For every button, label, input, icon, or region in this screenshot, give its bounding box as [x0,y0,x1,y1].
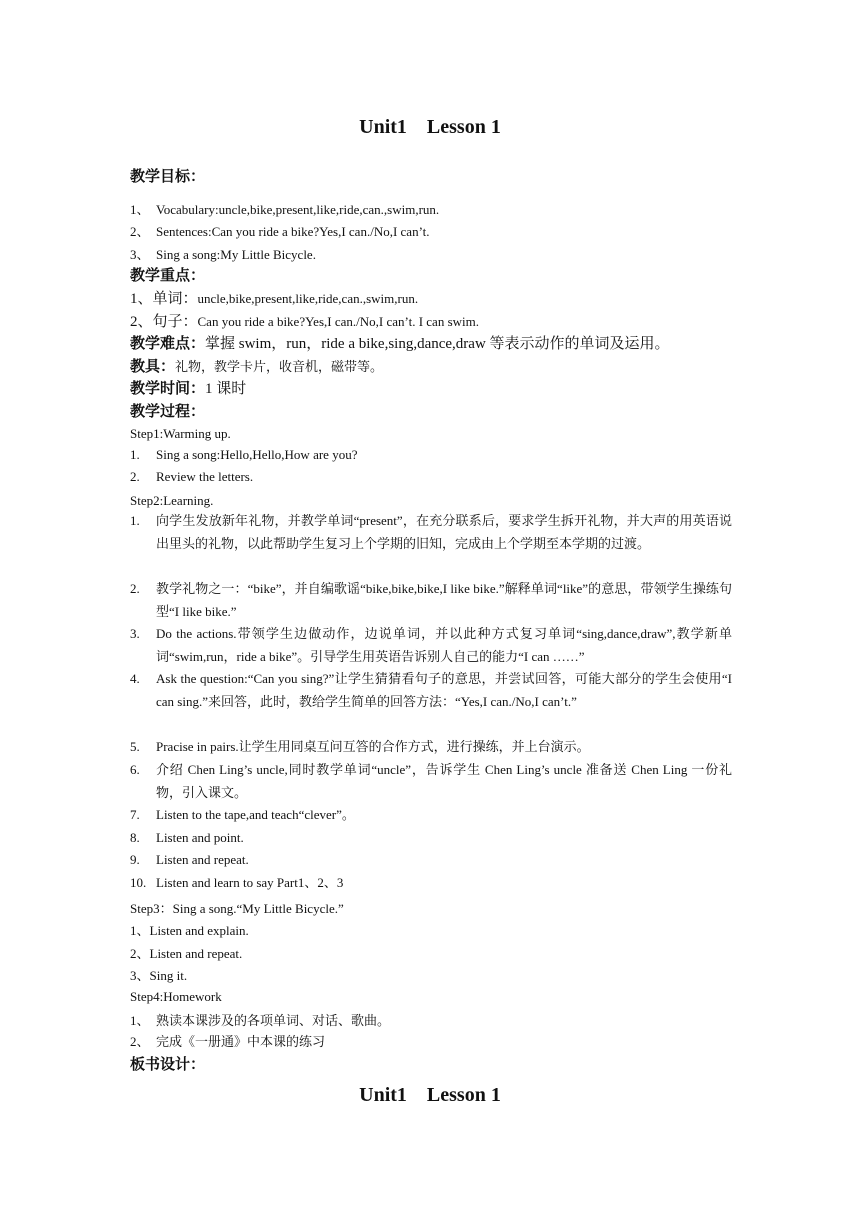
key-point-item: 1、单词：uncle,bike,present,like,ride,can.,swim,run. [130,291,419,307]
step4-item: 1、 熟读本课涉及的各项单词、对话、歌曲。 [130,1013,391,1028]
key-point-item: 2、句子：Can you ride a bike?Yes,I can./No,I can’t. I can swim. [130,314,479,330]
step4-title: Step4:Homework [130,989,222,1004]
step2-item: 6. 介绍 Chen Ling’s uncle,同时教学单词“uncle”，告诉学生 Chen Ling’s uncle 准备送 Chen Ling 一份礼物，引入课文。 [130,762,732,800]
step3-title: Step3：Sing a song.“My Little Bicycle.” [130,901,344,916]
step2-item: 1. 向学生发放新年礼物，并教学单词“present”，在充分联系后，要求学生拆开礼物，并大声的用英语说出里头的礼物，以此帮助学生复习上个学期的旧知，完成由上个学期至本学期的过渡。 [130,513,732,551]
step2-item: 10. Listen and learn to say Part1、2、3 [130,875,344,890]
process-heading: 教学过程： [130,404,206,420]
step2-item: 8. Listen and point. [130,830,244,845]
step1-item: 1. Sing a song:Hello,Hello,How are you? [130,447,358,462]
step2-item: 9. Listen and repeat. [130,852,249,867]
board-design-heading: 板书设计： [130,1057,206,1073]
step3-item: 2、Listen and repeat. [130,946,243,961]
board-title: Unit1 Lesson 1 [359,1084,501,1106]
step2-item: 7. Listen to the tape,and teach“clever”。 [130,807,355,822]
step1-title: Step1:Warming up. [130,426,231,441]
step4-item: 2、 完成《一册通》中本课的练习 [130,1034,326,1049]
step2-item: 3. Do the actions.带领学生边做动作，边说单词，并以此种方式复习单词“sing,dance,draw”,教学新单词“swim,run，ride a bike”。引导学生用英语告诉别人自己的能力“I can ……” [130,626,732,664]
step2-item: 2. 教学礼物之一：“bike”，并自编歌谣“bike,bike,bike,I like bike.”解释单词“like”的意思，带领学生操练句型“I like bike.” [130,581,732,619]
difficulty-line: 教学难点：掌握 swim，run，ride a bike,sing,dance,draw 等表示动作的单词及运用。 [130,336,670,352]
objectives-heading: 教学目标： [130,169,206,185]
page-title: Unit1 Lesson 1 [359,116,501,138]
time-line: 教学时间：1 课时 [130,381,247,397]
objective-item: 2、 Sentences:Can you ride a bike?Yes,I can./No,I can’t. [130,224,430,239]
step2-item: 4. Ask the question:“Can you sing?”让学生猜猜看句子的意思，并尝试回答，可能大部分的学生会使用“I can sing.”来回答，此时，教给学生简单的回答方法：“Yes,I can./No,I can’t.” [130,671,732,709]
key-points-heading: 教学重点： [130,268,206,284]
objective-item: 1、 Vocabulary:uncle,bike,present,like,ride,can.,swim,run. [130,202,440,217]
step2-title: Step2:Learning. [130,493,214,508]
step3-item: 3、Sing it. [130,968,188,983]
step2-item: 5. Pracise in pairs.让学生用同桌互问互答的合作方式，进行操练，并上台演示。 [130,739,590,754]
step3-item: 1、Listen and explain. [130,923,249,938]
objective-item: 3、 Sing a song:My Little Bicycle. [130,247,316,262]
step1-item: 2. Review the letters. [130,469,254,484]
tools-line: 教具：礼物，教学卡片，收音机，磁带等。 [130,359,384,375]
